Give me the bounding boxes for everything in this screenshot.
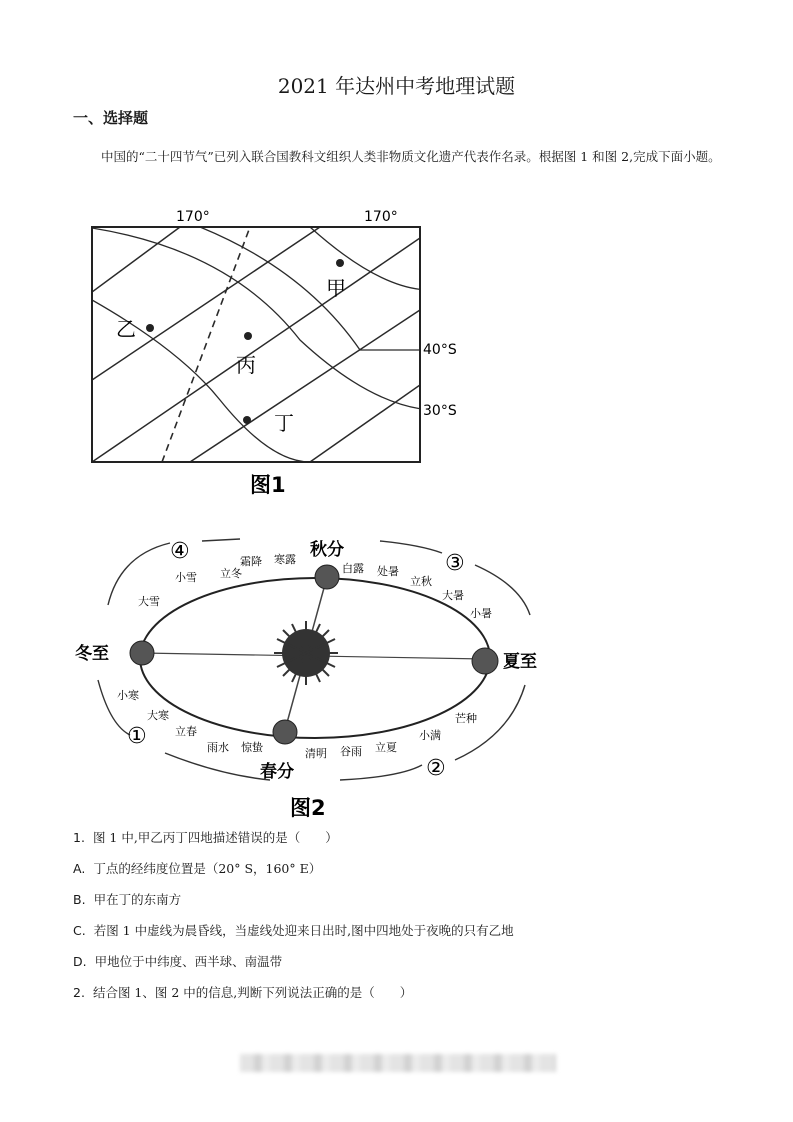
- earth-xiazhi-icon: [472, 648, 498, 674]
- lon-label-right: 170°: [364, 209, 398, 225]
- longitude-line: [92, 227, 320, 380]
- point-ding: [243, 416, 251, 424]
- term-xiazhi: 夏至: [503, 652, 537, 672]
- longitude-line: [190, 310, 420, 462]
- label-ding: 丁: [274, 411, 294, 435]
- blurred-footer-watermark: [240, 1054, 556, 1072]
- latitude-curve: [200, 227, 430, 350]
- lat-label-40: 40°S: [423, 342, 457, 358]
- term-dashu: 大暑: [442, 589, 464, 602]
- circled-number-2: ②: [426, 756, 446, 781]
- terminator-dashed-line: [162, 227, 250, 462]
- term-lixia: 立夏: [375, 741, 397, 754]
- circled-number-3: ③: [445, 551, 465, 576]
- term-lidong: 立冬: [220, 567, 242, 580]
- point-yi: [146, 324, 154, 332]
- outer-arc: [380, 541, 442, 553]
- term-daxue: 大雪: [138, 595, 160, 608]
- label-yi: 乙: [116, 317, 136, 341]
- intro-paragraph: 中国的“二十四节气”已列入联合国教科文组织人类非物质文化遗产代表作名录。根据图 1 和图 2,完成下面小题。: [101, 149, 721, 164]
- term-jingzhe: 惊蛰: [241, 741, 263, 754]
- term-qiufen: 秋分: [310, 540, 344, 560]
- section-heading: 一、选择题: [73, 109, 149, 127]
- map-frame: [92, 227, 420, 462]
- circled-number-1: ①: [127, 724, 147, 749]
- longitude-line: [310, 385, 420, 462]
- label-jia: 甲: [326, 276, 346, 300]
- term-yushui: 雨水: [207, 741, 229, 754]
- term-mangzhong: 芒种: [455, 712, 477, 725]
- circled-number-4: ④: [170, 539, 190, 564]
- sun-icon: [274, 621, 338, 685]
- term-qingming: 清明: [305, 747, 327, 760]
- earth-qiufen-icon: [315, 565, 339, 589]
- option-b: B. 甲在丁的东南方: [73, 892, 182, 907]
- page-title: 2021 年达州中考地理试题: [277, 74, 516, 98]
- question-1: 1. 图 1 中,甲乙丙丁四地描述错误的是（ ）: [73, 830, 338, 845]
- term-xiaohan: 小寒: [117, 689, 139, 702]
- term-dongzhi: 冬至: [75, 644, 109, 664]
- option-c: C. 若图 1 中虚线为晨昏线，当虚线处迎来日出时,图中四地处于夜晚的只有乙地: [73, 923, 514, 938]
- question-2: 2. 结合图 1、图 2 中的信息,判断下列说法正确的是（ ）: [73, 985, 413, 1000]
- figure-2-orbit: [70, 525, 560, 825]
- figure-1-map: [70, 200, 470, 505]
- term-xiaoman: 小满: [419, 729, 441, 742]
- outer-arc: [202, 539, 240, 541]
- term-chushu: 处暑: [377, 565, 399, 578]
- figure-1-caption: 图1: [250, 473, 286, 497]
- term-shuangjiang: 霜降: [240, 555, 262, 568]
- option-d: D. 甲地位于中纬度、西半球、南温带: [73, 954, 283, 969]
- point-bing: [244, 332, 252, 340]
- figure-2-caption: 图2: [290, 796, 326, 820]
- term-liqiu: 立秋: [410, 575, 432, 588]
- term-lichun: 立春: [175, 725, 197, 738]
- outer-arc: [340, 765, 422, 780]
- term-hanlu: 寒露: [274, 553, 296, 566]
- term-chunfen: 春分: [260, 762, 294, 782]
- point-jia: [336, 259, 344, 267]
- term-xiaoshu: 小暑: [470, 607, 492, 620]
- lat-label-30: 30°S: [423, 403, 457, 419]
- earth-chunfen-icon: [273, 720, 297, 744]
- term-dahan: 大寒: [147, 709, 169, 722]
- earth-dongzhi-icon: [130, 641, 154, 665]
- option-a: A. 丁点的经纬度位置是（20° S，160° E）: [73, 861, 322, 876]
- outer-arc: [165, 753, 270, 780]
- lon-label-left: 170°: [176, 209, 210, 225]
- label-bing: 丙: [236, 353, 256, 377]
- term-xiaoxue: 小雪: [175, 571, 197, 584]
- term-bailu: 白露: [342, 562, 364, 575]
- term-guyu: 谷雨: [340, 745, 362, 758]
